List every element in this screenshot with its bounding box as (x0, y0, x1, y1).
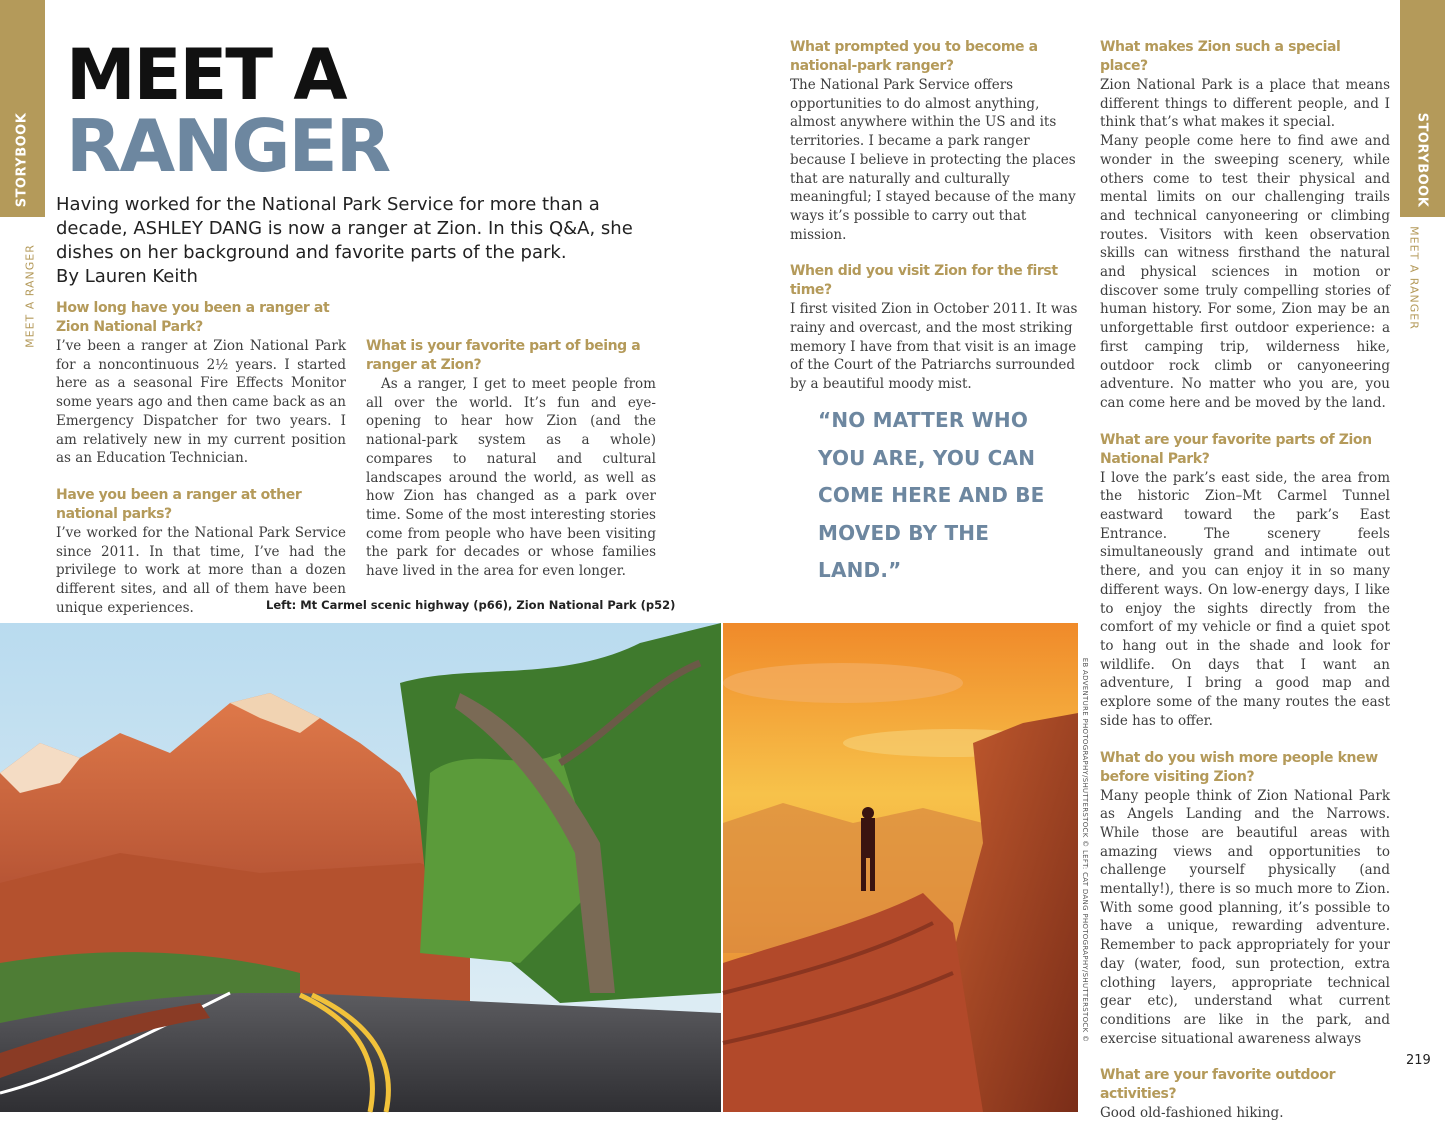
question-heading: What prompted you to become a national-park ranger? (790, 39, 1038, 74)
question-heading: What is your favorite part of being a ranger at Zion? (366, 338, 641, 373)
page-title-line2: RANGER (66, 104, 390, 188)
intro (56, 193, 656, 289)
answer-text: I love the park’s east side, the area from the historic Zion–Mt Carmel Tunnel eastward toward the park’s East Entrance. The scenery feels simultaneously grand and intimate out there, and you can enjoy it in so many different ways. On low-energy days, I like to enjoy the sights directly from the comfort of my vehicle or find a quiet spot to hang out in the shade and look for wildlife. On days that I want an adventure, I bring a good map and explore some of the many routes the east side has to offer. (1100, 469, 1390, 729)
side-label-left: MEET A RANGER (23, 244, 37, 348)
answer-text: Many people come here to find awe and wonder in the sweeping scenery, while others come to test their physical and mental limits on our challenging trails and technical canyoneering or climbing routes. Visitors with keen observation skills can witness firsthand the natural and physical sciences in motion or discover some truly compelling stories of human history. For some, Zion may be an unforgettable first outdoor experience: a first camping trip, wilderness hike, outdoor rock climb or canyoneering adventure. No matter who you are, you can come here and be moved by the land. (1100, 133, 1390, 411)
answer-text: I’ve been a ranger at Zion National Park for a noncontinuous 2½ years. I started here as a seasonal Fire Effects Monitor some years ago and then came back as an Emergency Dispatcher for two years. I am relatively new in my current position as an Education Technician. (56, 338, 346, 467)
question-heading: What are your favorite parts of Zion National Park? (1100, 431, 1372, 467)
pull-quote: “NO MATTER WHO YOU ARE, YOU CAN COME HERE AND BE MOVED BY THE LAND.” (818, 408, 1045, 582)
side-label-right: MEET A RANGER (1407, 226, 1421, 330)
hiker-figure (861, 818, 875, 858)
question-heading: What makes Zion such a special place? (1100, 39, 1341, 74)
photo-scenic-highway (0, 623, 721, 1112)
photo-caption: Left: Mt Carmel scenic highway (p66), Zion National Park (p52) (266, 598, 676, 612)
answer-text: I first visited Zion in October 2011. It was rainy and overcast, and the most striking memory I have from that visit is an image of the Court of the Patriarchs surrounded by a beautiful moody mist. (790, 301, 1078, 393)
photo-credit: EB ADVENTURE PHOTOGRAPHY/SHUTTERSTOCK © LEFT: CAT DANG PHOTOGRAPHY/SHUTTERSTOCK © (1081, 657, 1089, 1043)
article-column-3 (790, 38, 1080, 394)
article-column-2 (366, 301, 656, 581)
page-title-line1: MEET A (66, 34, 346, 116)
article-column-4 (1100, 38, 1390, 1123)
answer-text: The National Park Service offers opportunities to do almost anything, almost anywhere within the US and its territories. I became a park ranger because I believe in protecting the places that are naturally and culturally meaningful; I stayed because of the many ways it’s possible to carry out that mission. (790, 77, 1076, 243)
scenic-highway-illustration (0, 623, 721, 1112)
photo-hiker-sunset (723, 623, 1078, 1112)
answer-text: I’ve worked for the National Park Service since 2011. In that time, I’ve had the privilege to work at more than a dozen different sites, and all of them have been unique experiences. (56, 524, 346, 616)
section-tab-label-right: STORYBOOK (1414, 112, 1430, 208)
byline: By Lauren Keith (56, 266, 198, 287)
question-heading: What do you wish more people knew before visiting Zion? (1100, 749, 1378, 785)
hiker-sunset-illustration (723, 623, 1078, 1112)
article-column-1 (56, 299, 346, 617)
page-number: 219 (1406, 1053, 1431, 1068)
question-heading: When did you visit Zion for the first time? (790, 263, 1058, 299)
section-tab-label-left: STORYBOOK (14, 112, 30, 208)
answer-text: As a ranger, I get to meet people from all over the world. It’s fun and eye-opening to hear how Zion (and the national-park system as a whole) compares to natural and cultural landscapes around the world, as well as how Zion has changed as a park over time. Some of the most interesting stories come from people who have been visiting the park for decades or whose families have lived in the area for even longer. (366, 376, 656, 580)
answer-text: Good old-fashioned hiking. (1100, 1105, 1284, 1122)
intro-text: Having worked for the National Park Service for more than a decade, ASHLEY DANG is now a ranger at Zion. In this Q&A, she dishes on her background and favorite parts of the park. (56, 194, 633, 263)
answer-text: Zion National Park is a place that means different things to different people, and I think that’s what makes it special. (1100, 77, 1390, 131)
question-heading: Have you been a ranger at other national parks? (56, 486, 302, 522)
answer-text: Many people think of Zion National Park as Angels Landing and the Narrows. While those are beautiful areas with amazing views and opportunities to challenge yourself physically (and mentally!), there is so much more to Zion. With some good planning, it’s possible to have a unique, rewarding adventure. Remember to pack appropriately for your day (water, food, sun protection, extra clothing layers, appropriate technical gear etc), understand what current conditions are like in the park, and exercise situational awareness always (1100, 787, 1390, 1047)
question-heading: How long have you been a ranger at Zion National Park? (56, 300, 330, 335)
question-heading: What are your favorite outdoor activities? (1100, 1067, 1336, 1103)
